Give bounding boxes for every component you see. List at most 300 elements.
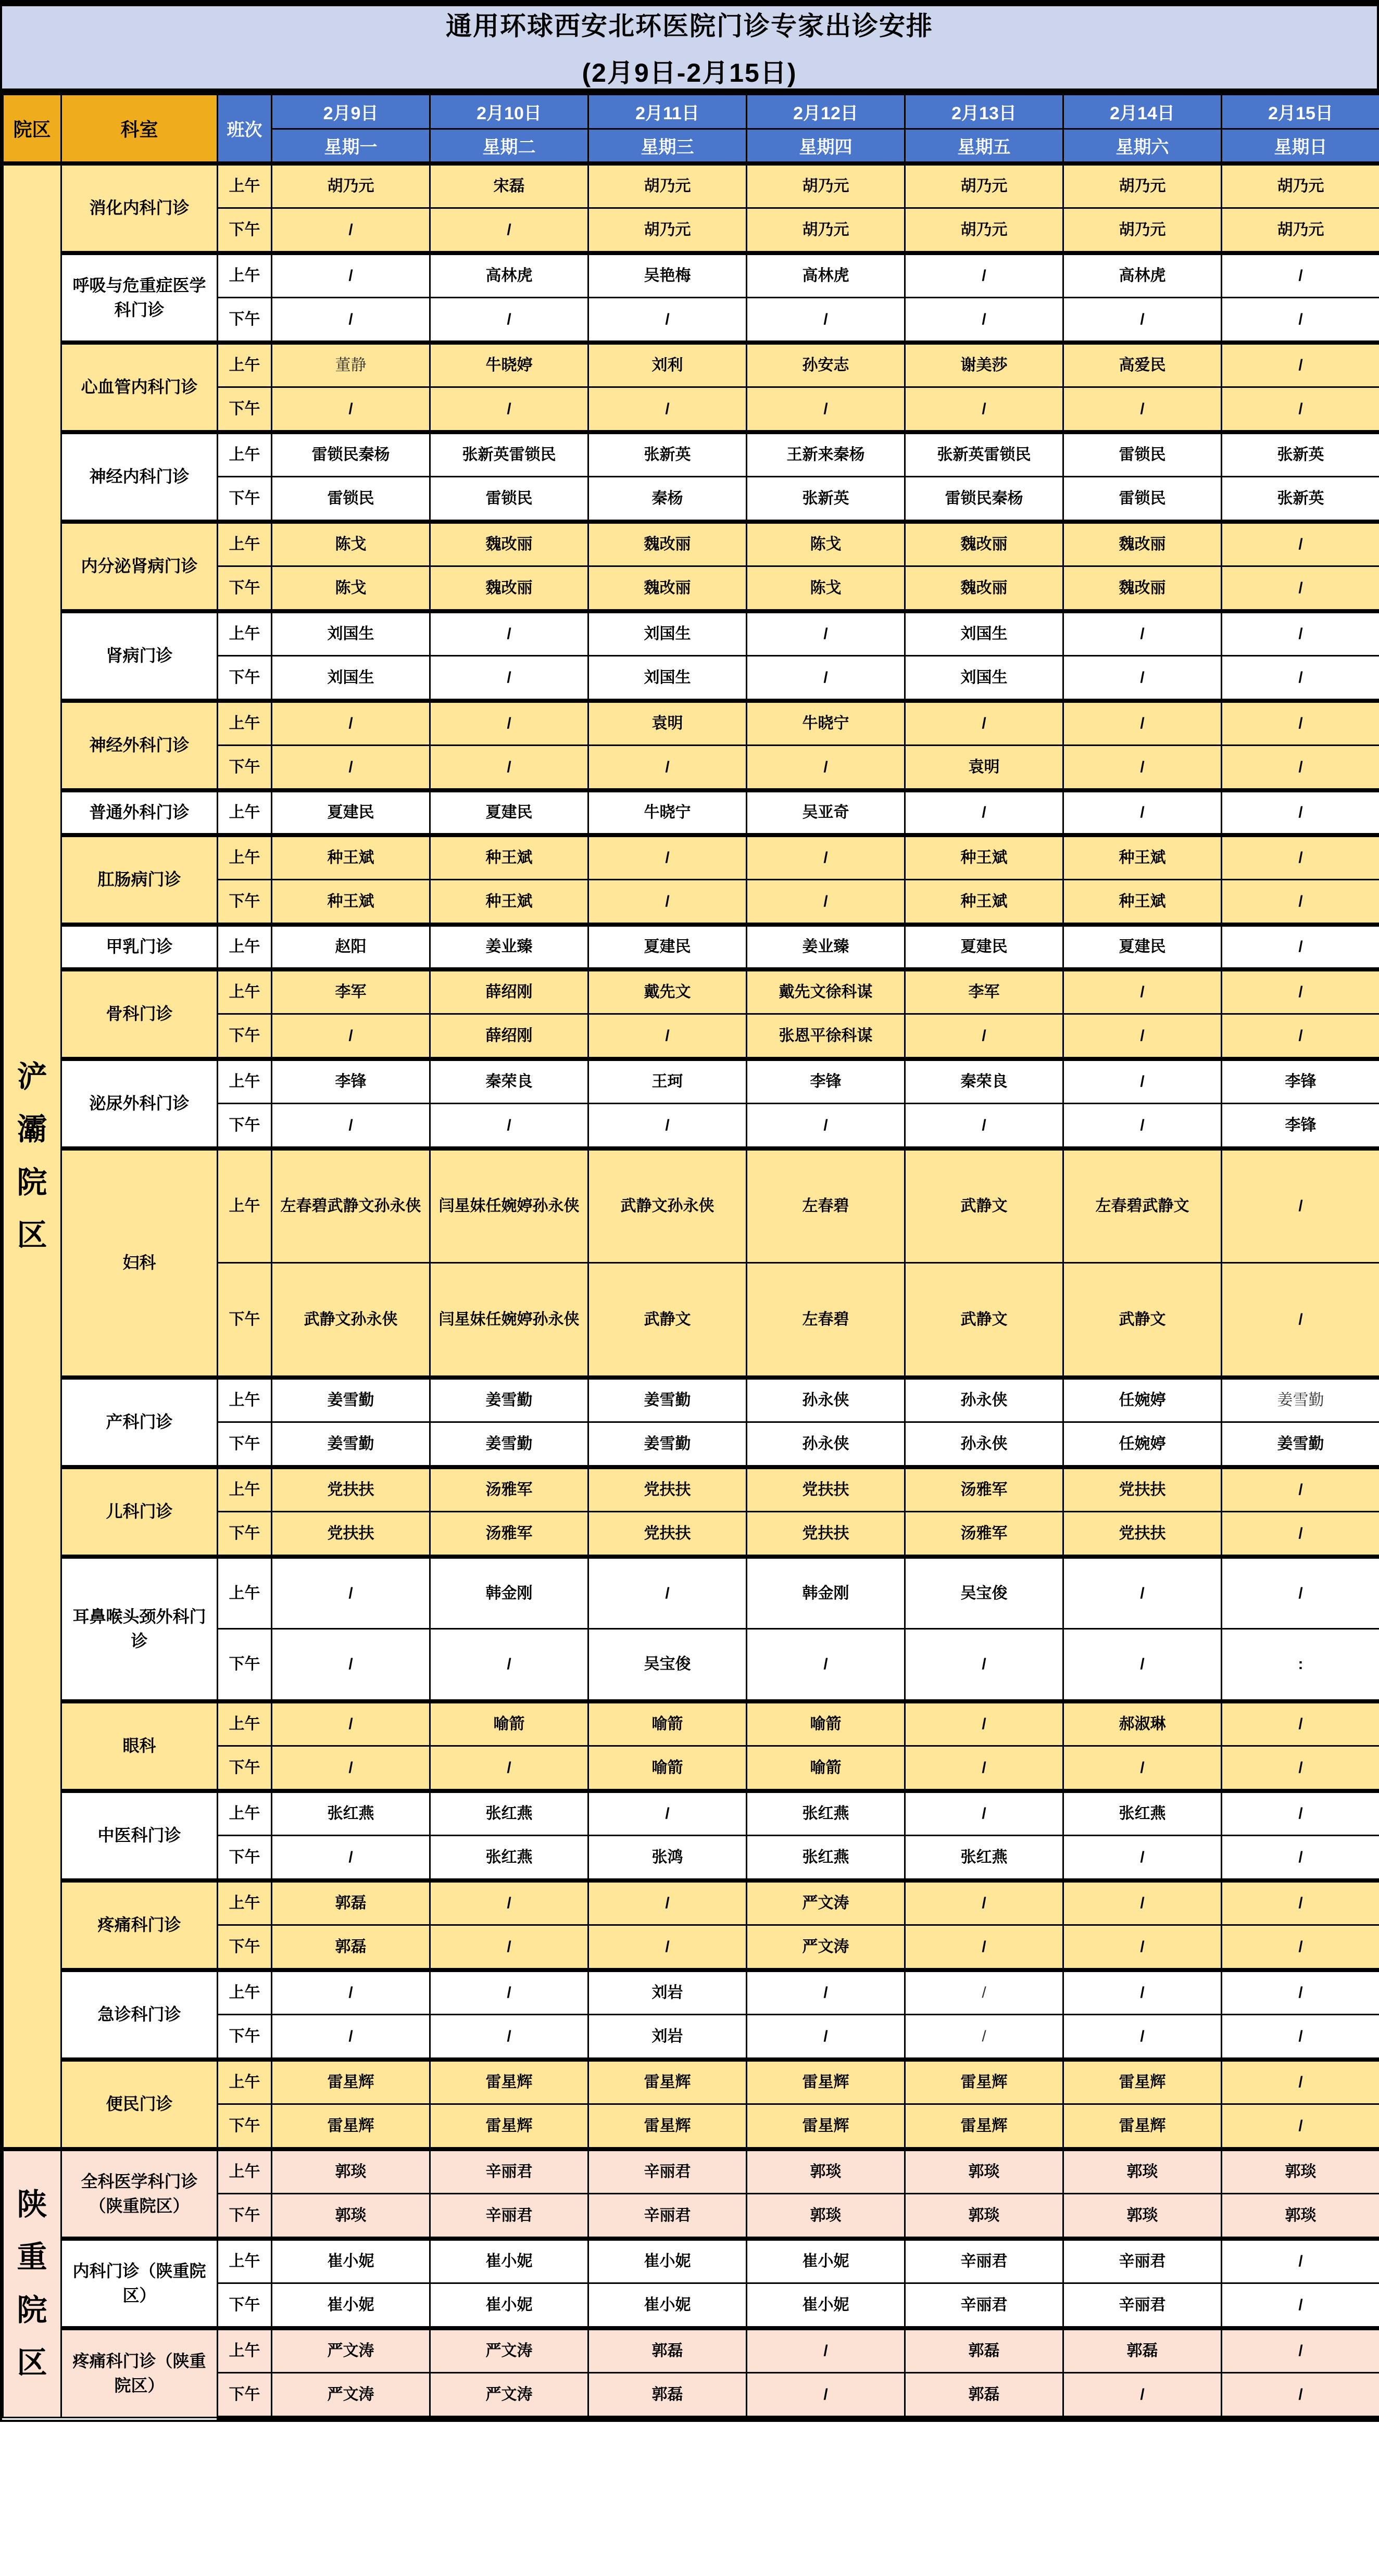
schedule-cell: / [272,253,430,298]
schedule-cell: / [747,2015,905,2060]
shift-cell: 下午 [218,2373,272,2418]
schedule-cell: 刘国生 [588,611,747,656]
schedule-cell: / [588,1925,747,1970]
header-date: 2月13日 [905,95,1063,129]
schedule-cell: 高林虎 [430,253,588,298]
shift-cell: 上午 [218,1148,272,1263]
schedule-row [3,2060,1379,2104]
schedule-cell: / [588,1014,747,1059]
department-cell: 肛肠病门诊 [61,835,218,925]
schedule-cell: 吴亚奇 [747,790,905,835]
shift-cell: 下午 [218,1836,272,1880]
schedule-cell: 戴先文徐科谋 [747,969,905,1014]
schedule-cell: / [905,790,1063,835]
schedule-cell: / [1222,969,1379,1014]
schedule-cell: 雷星辉 [747,2104,905,2149]
schedule-cell: / [1222,611,1379,656]
schedule-cell: 郭琰 [905,2149,1063,2194]
schedule-cell: 薛绍刚 [430,969,588,1014]
schedule-cell: / [905,1746,1063,1791]
schedule-cell: / [747,746,905,790]
schedule-cell: 姜雪勤 [588,1422,747,1467]
schedule-cell: / [747,611,905,656]
schedule-cell: / [1222,2104,1379,2149]
schedule-cell: / [1063,2373,1222,2418]
shift-cell: 上午 [218,701,272,746]
schedule-cell: 陈戈 [747,566,905,611]
schedule-row [3,611,1379,656]
schedule-cell: 郭磊 [905,2328,1063,2373]
schedule-cell: 刘国生 [905,656,1063,701]
schedule-cell: 刘岩 [588,1970,747,2015]
schedule-cell: / [430,1629,588,1701]
shift-cell: 上午 [218,1701,272,1746]
schedule-cell: 左春碧武静文孙永侠 [272,1148,430,1263]
schedule-cell: / [272,701,430,746]
schedule-cell: 左春碧 [747,1148,905,1263]
schedule-cell: 雷星辉 [430,2104,588,2149]
schedule-cell: / [272,1629,430,1701]
schedule-cell: / [1063,1104,1222,1148]
schedule-row [3,343,1379,387]
schedule-cell: 崔小妮 [430,2283,588,2328]
schedule-cell: / [1222,1925,1379,1970]
shift-cell: 上午 [218,611,272,656]
schedule-cell: / [430,1746,588,1791]
schedule-cell: 胡乃元 [747,208,905,253]
schedule-cell: 崔小妮 [430,2239,588,2283]
schedule-cell: / [1222,2283,1379,2328]
schedule-cell: 刘国生 [272,656,430,701]
schedule-cell: 党扶扶 [1063,1467,1222,1512]
schedule-cell: / [747,387,905,432]
department-cell: 骨科门诊 [61,969,218,1059]
schedule-cell: 谢美莎 [905,343,1063,387]
schedule-cell: 姜雪勤 [430,1422,588,1467]
schedule-row [3,1970,1379,2015]
shift-cell: 下午 [218,1014,272,1059]
schedule-cell: / [905,1701,1063,1746]
schedule-cell: 党扶扶 [747,1467,905,1512]
schedule-cell: 郝淑琳 [1063,1701,1222,1746]
shift-cell: 下午 [218,208,272,253]
schedule-cell: / [747,880,905,925]
schedule-cell: 刘利 [588,343,747,387]
schedule-cell: / [272,746,430,790]
schedule-cell: / [272,298,430,343]
schedule-cell: 吴宝俊 [905,1557,1063,1629]
schedule-cell: 郭磊 [1063,2328,1222,2373]
schedule-cell: 姜业臻 [747,925,905,969]
schedule-cell: 雷星辉 [747,2060,905,2104]
schedule-row [3,1059,1379,1104]
header-weekday: 星期二 [430,129,588,163]
schedule-cell: 吴艳梅 [588,253,747,298]
schedule-cell: 夏建民 [588,925,747,969]
schedule-cell: / [1222,387,1379,432]
title-bar [2,6,1377,94]
schedule-cell: / [1222,566,1379,611]
schedule-cell: 崔小妮 [747,2283,905,2328]
schedule-row [3,790,1379,835]
schedule-cell: 种王斌 [1063,835,1222,880]
schedule-cell: / [430,208,588,253]
schedule-cell: 党扶扶 [272,1467,430,1512]
schedule-body [3,163,1379,2418]
schedule-cell: 郭琰 [1063,2149,1222,2194]
schedule-cell: 党扶扶 [1063,1512,1222,1557]
schedule-cell: 胡乃元 [588,163,747,208]
schedule-cell: 张新英 [588,432,747,477]
department-cell: 神经外科门诊 [61,701,218,790]
schedule-cell: / [1222,746,1379,790]
shift-cell: 上午 [218,1970,272,2015]
schedule-cell: 郭琰 [905,2194,1063,2239]
schedule-cell: 严文涛 [272,2328,430,2373]
schedule-cell: 魏改丽 [905,522,1063,566]
schedule-cell: 雷锁民 [1063,477,1222,522]
schedule-cell: / [1222,1557,1379,1629]
schedule-cell: 夏建民 [272,790,430,835]
schedule-cell: 牛晓婷 [430,343,588,387]
schedule-cell: 辛丽君 [1063,2239,1222,2283]
schedule-cell: 雷星辉 [588,2060,747,2104]
schedule-cell: / [430,701,588,746]
schedule-row [3,522,1379,566]
header-date: 2月14日 [1063,95,1222,129]
page-subtitle: (2月9日-2月15日) [582,58,797,87]
schedule-cell: 胡乃元 [1063,163,1222,208]
schedule-cell: 郭磊 [905,2373,1063,2418]
schedule-cell: / [747,2373,905,2418]
schedule-cell: 种王斌 [905,835,1063,880]
schedule-cell: 张红燕 [905,1836,1063,1880]
schedule-cell: 雷锁民 [430,477,588,522]
schedule-cell: 武静文 [1063,1263,1222,1378]
schedule-cell: 辛丽君 [430,2149,588,2194]
schedule-cell: 牛晓宁 [588,790,747,835]
schedule-cell: 崔小妮 [588,2283,747,2328]
schedule-cell: 姜雪勤 [1222,1378,1379,1422]
schedule-cell: / [272,1970,430,2015]
schedule-cell: 喻箭 [747,1701,905,1746]
schedule-cell: / [1222,1148,1379,1263]
schedule-cell: 孙永侠 [905,1378,1063,1422]
shift-cell: 下午 [218,2015,272,2060]
schedule-cell: / [747,835,905,880]
department-cell: 神经内科门诊 [61,432,218,522]
schedule-cell: 魏改丽 [588,522,747,566]
schedule-row [3,1880,1379,1925]
shift-cell: 上午 [218,2239,272,2283]
schedule-cell: 严文涛 [747,1880,905,1925]
schedule-row [3,969,1379,1014]
schedule-cell: 党扶扶 [588,1512,747,1557]
shift-cell: 下午 [218,1263,272,1378]
department-cell: 消化内科门诊 [61,163,218,253]
schedule-row [3,835,1379,880]
schedule-cell: 宋磊 [430,163,588,208]
schedule-cell: 种王斌 [430,880,588,925]
schedule-cell: 郭琰 [1063,2194,1222,2239]
schedule-row [3,2149,1379,2194]
shift-cell: 上午 [218,925,272,969]
schedule-cell: / [1222,1014,1379,1059]
schedule-cell: / [1222,298,1379,343]
schedule-cell: 孙永侠 [747,1378,905,1422]
schedule-cell: 崔小妮 [588,2239,747,2283]
schedule-cell: 喻箭 [588,1701,747,1746]
schedule-cell: 武静文 [905,1263,1063,1378]
schedule-cell: 闫星妹任婉婷孙永侠 [430,1148,588,1263]
schedule-cell: / [1222,2239,1379,2283]
schedule-cell: / [1063,611,1222,656]
schedule-cell: / [588,1557,747,1629]
schedule-cell: / [588,1104,747,1148]
schedule-cell: 雷星辉 [1063,2060,1222,2104]
schedule-row [3,1791,1379,1836]
schedule-cell: 魏改丽 [1063,522,1222,566]
schedule-cell: 孙安志 [747,343,905,387]
schedule-cell: / [272,1014,430,1059]
schedule-cell: / [747,2328,905,2373]
schedule-cell: / [272,1746,430,1791]
department-cell: 妇科 [61,1148,218,1378]
schedule-cell: / [1063,1629,1222,1701]
schedule-cell: 姜雪勤 [588,1378,747,1422]
shift-cell: 下午 [218,880,272,925]
schedule-row [3,163,1379,208]
schedule-cell: 汤雅军 [430,1467,588,1512]
schedule-cell: 党扶扶 [747,1512,905,1557]
schedule-row [3,2328,1379,2373]
schedule-cell: / [272,387,430,432]
schedule-cell: 辛丽君 [588,2194,747,2239]
schedule-cell: 种王斌 [272,880,430,925]
schedule-cell: 李军 [272,969,430,1014]
schedule-cell: 牛晓宁 [747,701,905,746]
schedule-cell: / [430,298,588,343]
schedule-cell: / [905,1791,1063,1836]
schedule-row [3,1701,1379,1746]
header-campus: 院区 [3,95,61,163]
schedule-cell: / [1222,253,1379,298]
schedule-cell: 秦荣良 [430,1059,588,1104]
shift-cell: 下午 [218,566,272,611]
schedule-cell: / [747,1104,905,1148]
schedule-cell: 雷星辉 [905,2104,1063,2149]
schedule-cell: 雷星辉 [430,2060,588,2104]
schedule-cell: 魏改丽 [430,522,588,566]
department-cell: 产科门诊 [61,1378,218,1467]
schedule-cell: / [1222,2373,1379,2418]
schedule-cell: 党扶扶 [588,1467,747,1512]
schedule-cell: / [1222,1263,1379,1378]
schedule-cell: 张红燕 [747,1836,905,1880]
schedule-cell: / [747,656,905,701]
schedule-cell: / [588,746,747,790]
department-cell: 内科门诊（陕重院区） [61,2239,218,2328]
header-date: 2月12日 [747,95,905,129]
department-cell: 全科医学科门诊（陕重院区） [61,2149,218,2239]
schedule-cell: / [905,1970,1063,2015]
schedule-row [3,925,1379,969]
schedule-cell: 姜雪勤 [430,1378,588,1422]
schedule-cell: 严文涛 [430,2373,588,2418]
header-weekday: 星期六 [1063,129,1222,163]
schedule-row [3,1467,1379,1512]
schedule-cell: 种王斌 [905,880,1063,925]
schedule-cell: 喻箭 [588,1746,747,1791]
header-shift: 班次 [218,95,272,163]
shift-cell: 上午 [218,163,272,208]
schedule-cell: 胡乃元 [1063,208,1222,253]
schedule-cell: / [905,1880,1063,1925]
header-date: 2月9日 [272,95,430,129]
schedule-cell: 雷锁民秦杨 [905,477,1063,522]
shift-cell: 下午 [218,2104,272,2149]
schedule-cell: 姜业臻 [430,925,588,969]
schedule-cell: / [272,1701,430,1746]
schedule-cell: 韩金刚 [747,1557,905,1629]
schedule-cell: 刘岩 [588,2015,747,2060]
schedule-row [3,1378,1379,1422]
header-weekday: 星期五 [905,129,1063,163]
schedule-cell: 汤雅军 [430,1512,588,1557]
schedule-cell: 魏改丽 [1063,566,1222,611]
schedule-cell: 袁明 [588,701,747,746]
schedule-cell: 赵阳 [272,925,430,969]
schedule-cell: 李锋 [1222,1059,1379,1104]
schedule-cell: / [1222,1512,1379,1557]
schedule-cell: 严文涛 [272,2373,430,2418]
shift-cell: 下午 [218,1925,272,1970]
schedule-cell: 辛丽君 [588,2149,747,2194]
shift-cell: 上午 [218,1059,272,1104]
shift-cell: 上午 [218,2060,272,2104]
schedule-cell: / [272,1104,430,1148]
schedule-cell: 韩金刚 [430,1557,588,1629]
schedule-cell: 雷星辉 [905,2060,1063,2104]
schedule-cell: 汤雅军 [905,1467,1063,1512]
schedule-cell: / [1063,656,1222,701]
schedule-cell: / [588,298,747,343]
schedule-cell: 胡乃元 [1222,163,1379,208]
schedule-cell: 李军 [905,969,1063,1014]
schedule-cell: 胡乃元 [588,208,747,253]
schedule-cell: 张新英 [747,477,905,522]
schedule-cell: 辛丽君 [1063,2283,1222,2328]
schedule-cell: 陈戈 [747,522,905,566]
schedule-cell: / [905,298,1063,343]
schedule-cell: 张红燕 [430,1836,588,1880]
schedule-cell: / [1222,656,1379,701]
department-cell: 普通外科门诊 [61,790,218,835]
schedule-cell: 种王斌 [430,835,588,880]
schedule-cell: 秦杨 [588,477,747,522]
header-weekday: 星期四 [747,129,905,163]
schedule-cell: 辛丽君 [905,2239,1063,2283]
shift-cell: 下午 [218,387,272,432]
schedule-cell: 高爱民 [1063,343,1222,387]
schedule-row [3,2239,1379,2283]
schedule-cell: / [905,2015,1063,2060]
shift-cell: 下午 [218,746,272,790]
schedule-cell: 张红燕 [1063,1791,1222,1836]
schedule-cell: / [1222,790,1379,835]
department-cell: 甲乳门诊 [61,925,218,969]
schedule-cell: / [905,1629,1063,1701]
schedule-cell: 郭琰 [747,2194,905,2239]
header-date: 2月10日 [430,95,588,129]
header-weekday: 星期日 [1222,129,1379,163]
schedule-cell: / [1063,387,1222,432]
schedule-cell: 辛丽君 [905,2283,1063,2328]
schedule-cell: / [1222,2015,1379,2060]
schedule-cell: 胡乃元 [747,163,905,208]
schedule-row [3,1557,1379,1629]
schedule-cell: / [1063,701,1222,746]
schedule-cell: / [1063,746,1222,790]
schedule-cell: / [905,1925,1063,1970]
schedule-cell: 李锋 [747,1059,905,1104]
shift-cell: 下午 [218,1104,272,1148]
schedule-cell: 张恩平徐科谋 [747,1014,905,1059]
schedule-cell: / [430,2015,588,2060]
schedule-cell: / [1222,1746,1379,1791]
schedule-cell: 雷锁民秦杨 [272,432,430,477]
schedule-cell: 郭磊 [272,1880,430,1925]
shift-cell: 下午 [218,477,272,522]
schedule-cell: / [905,387,1063,432]
schedule-cell: 张红燕 [430,1791,588,1836]
schedule-cell: / [430,387,588,432]
schedule-cell: / [1222,835,1379,880]
schedule-cell: / [430,1970,588,2015]
schedule-cell: / [747,1629,905,1701]
schedule-cell: 张新英雷锁民 [430,432,588,477]
schedule-cell: / [1063,1880,1222,1925]
schedule-cell: 任婉婷 [1063,1378,1222,1422]
schedule-cell: 王新来秦杨 [747,432,905,477]
shift-cell: 上午 [218,343,272,387]
schedule-row [3,1148,1379,1263]
schedule-cell: 夏建民 [905,925,1063,969]
schedule-cell: / [1222,880,1379,925]
header-date: 2月11日 [588,95,747,129]
schedule-cell: 陈戈 [272,566,430,611]
schedule-cell: 武静文孙永侠 [272,1263,430,1378]
shift-cell: 上午 [218,969,272,1014]
shift-cell: 上午 [218,790,272,835]
shift-cell: 上午 [218,1791,272,1836]
schedule-cell: 崔小妮 [747,2239,905,2283]
schedule-cell: 魏改丽 [430,566,588,611]
schedule-cell: 郭磊 [272,1925,430,1970]
schedule-cell: 吴宝俊 [588,1629,747,1701]
schedule-cell: 喻箭 [430,1701,588,1746]
schedule-cell: / [588,835,747,880]
schedule-cell: 武静文 [905,1148,1063,1263]
schedule-cell: 闫星妹任婉婷孙永侠 [430,1263,588,1378]
schedule-cell: / [1063,1970,1222,2015]
schedule-cell: / [430,1925,588,1970]
schedule-cell: 郭磊 [588,2373,747,2418]
schedule-cell: / [905,1104,1063,1148]
schedule-cell: / [588,1880,747,1925]
schedule-cell: 郭磊 [588,2328,747,2373]
schedule-cell: / [747,1970,905,2015]
